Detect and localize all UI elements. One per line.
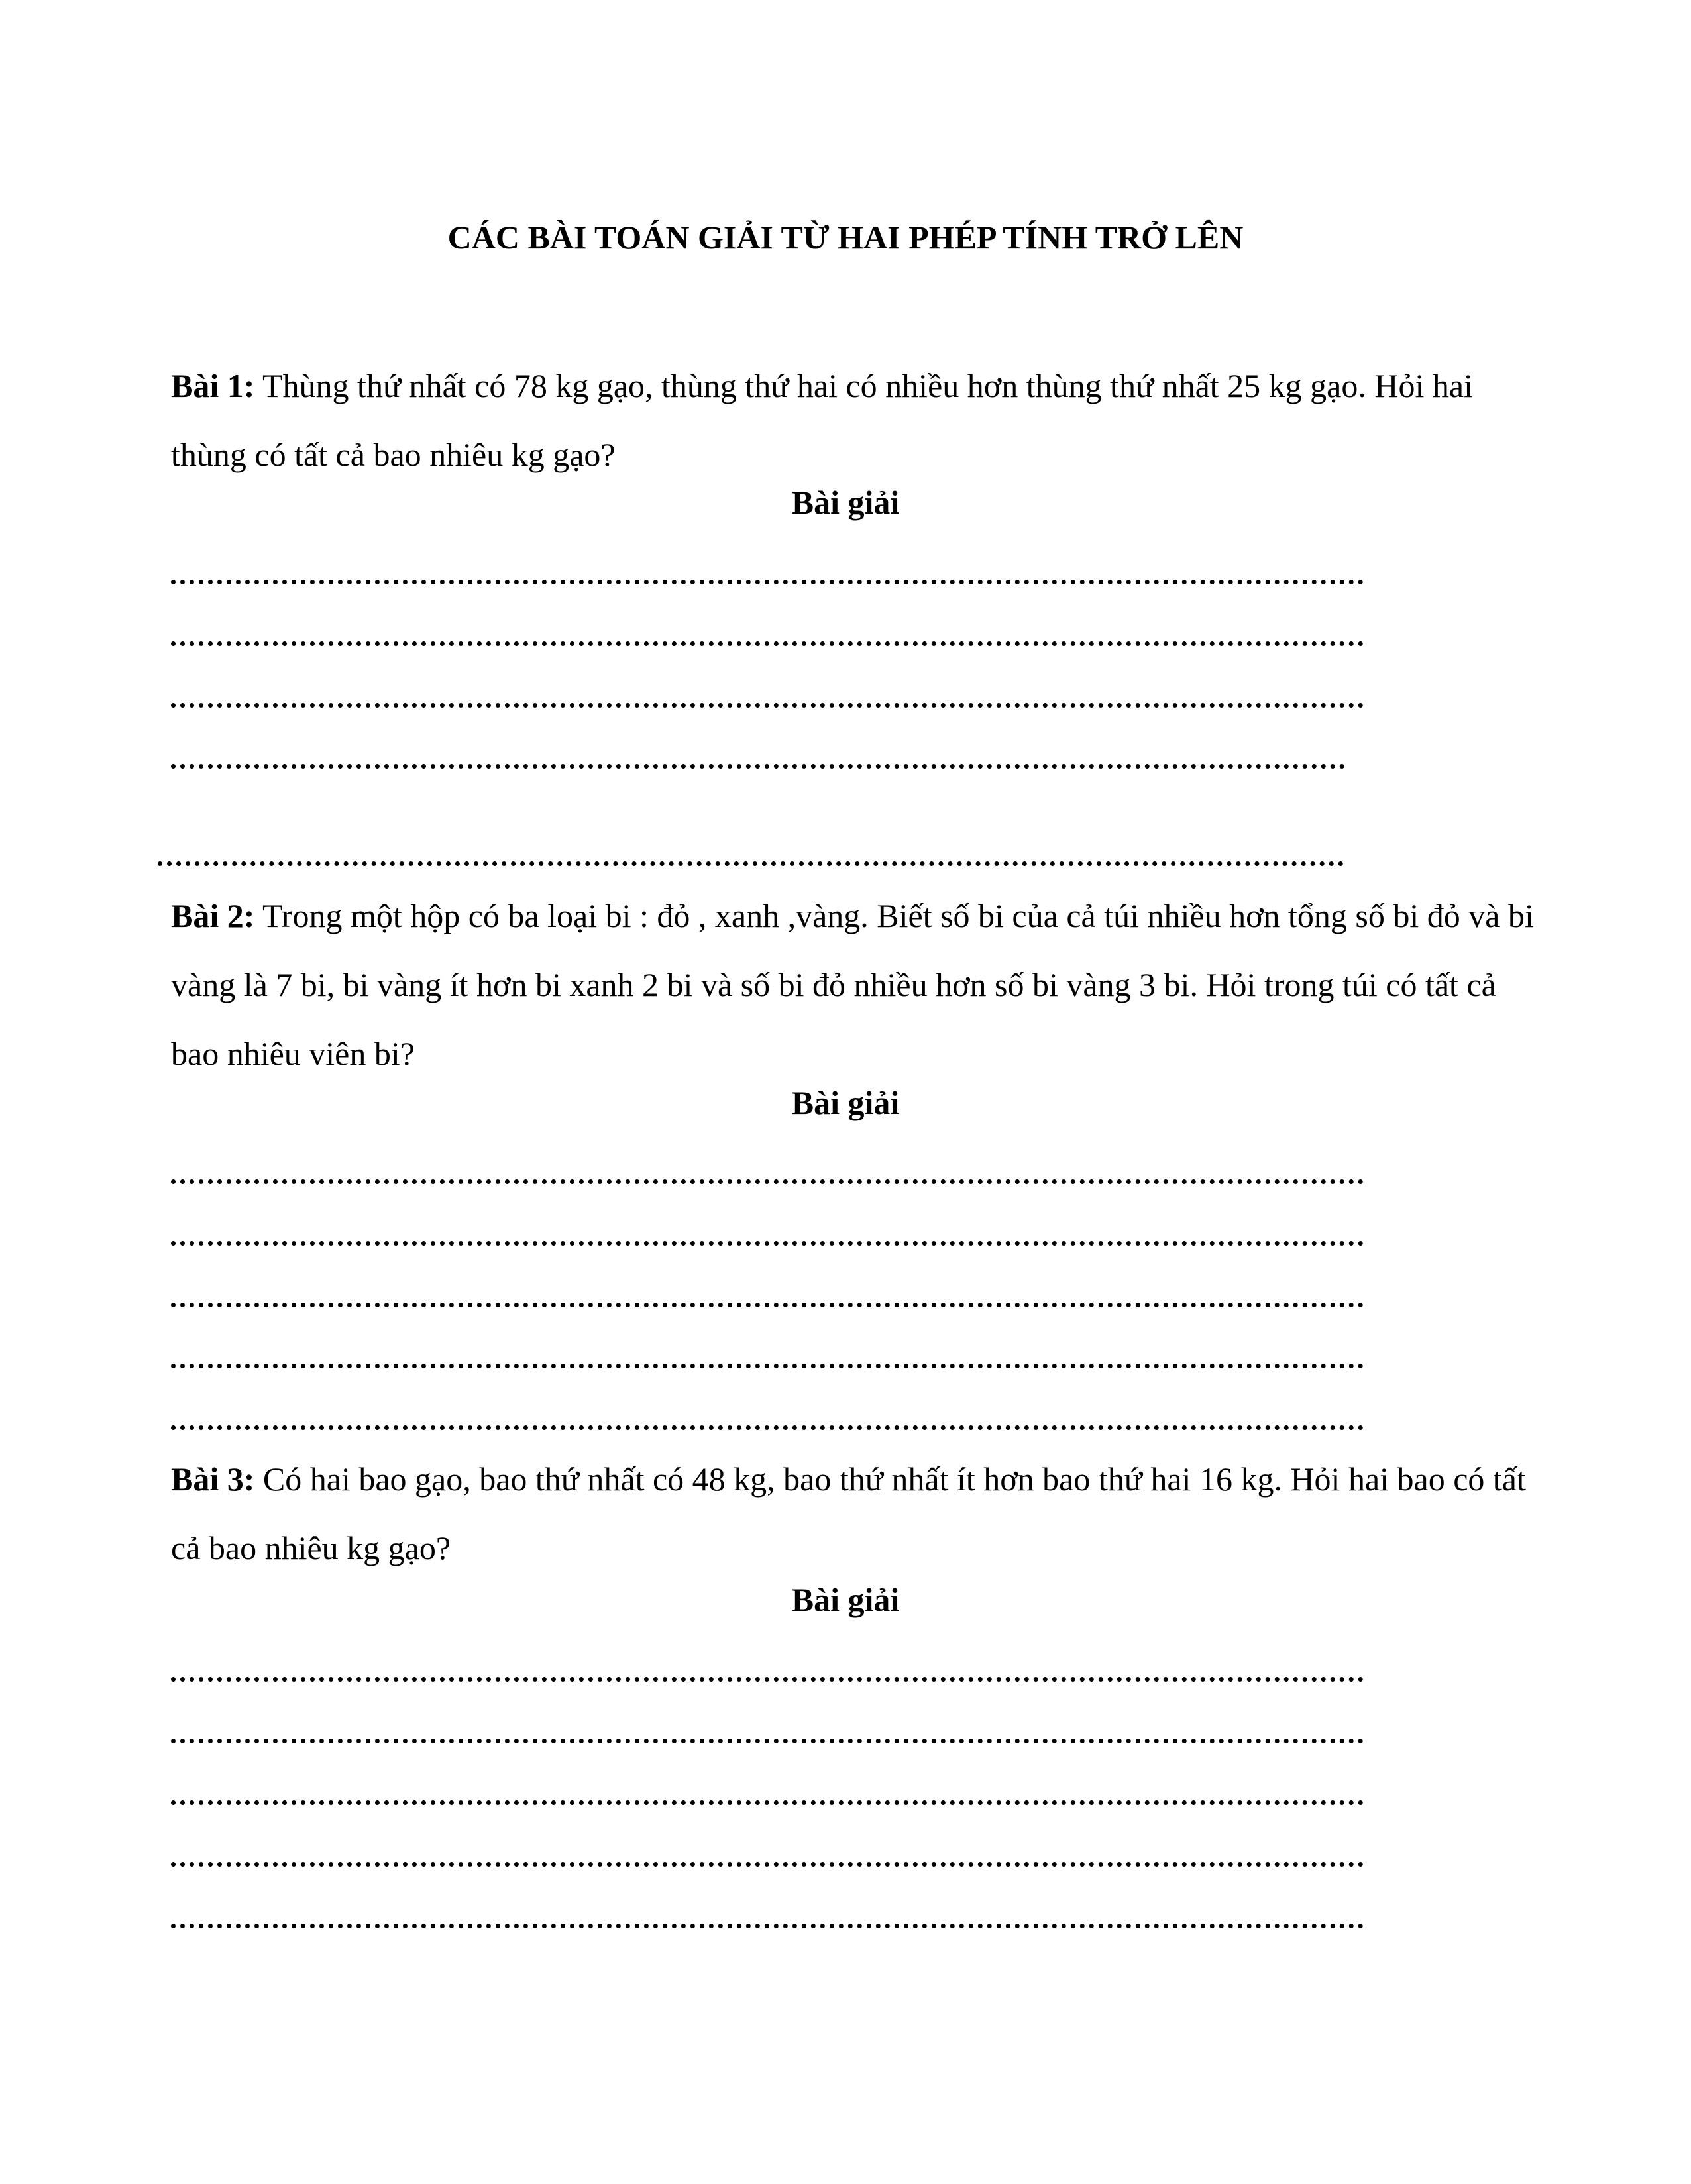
answer-line[interactable]: [171, 606, 1364, 646]
answer-line[interactable]: [171, 1144, 1364, 1184]
answer-line[interactable]: [171, 1329, 1364, 1368]
answer-line[interactable]: [171, 1765, 1364, 1805]
solution-heading-2: Bài giải: [791, 1084, 900, 1121]
solution-heading-1: Bài giải: [791, 484, 900, 521]
problem-2-label: Bài 2:: [171, 897, 255, 934]
problem-2: [171, 881, 1536, 1088]
answer-line[interactable]: [171, 729, 1345, 769]
problem-3-text: Có hai bao gạo, bao thứ nhất có 48 kg, bao thứ nhất ít hơn bao thứ hai 16 kg. Hỏi hai bao có tất cả bao nhiêu kg gạo?: [171, 1460, 1526, 1566]
problem-1-label: Bài 1:: [171, 367, 255, 404]
answer-line[interactable]: [158, 826, 1344, 866]
page-title: CÁC BÀI TOÁN GIẢI TỪ HAI PHÉP TÍNH TRỞ LÊN: [447, 219, 1244, 256]
answer-line[interactable]: [171, 1888, 1364, 1928]
problem-3-label: Bài 3:: [171, 1460, 255, 1498]
answer-line[interactable]: [171, 1827, 1364, 1867]
problem-2-text: Trong một hộp có ba loại bi : đỏ , xanh ,vàng. Biết số bi của cả túi nhiều hơn tổng số bi đỏ và bi vàng là 7 bi, bi vàng ít hơn bi xanh 2 bi và số bi đỏ nhiều hơn số bi vàng 3 bi. Hỏi trong túi có tất cả bao nhiêu viên bi?: [171, 897, 1534, 1072]
solution-heading-3: Bài giải: [791, 1581, 900, 1618]
answer-line[interactable]: [171, 668, 1364, 708]
problem-1-text: Thùng thứ nhất có 78 kg gạo, thùng thứ hai có nhiều hơn thùng thứ nhất 25 kg gạo. Hỏi hai thùng có tất cả bao nhiêu kg gạo?: [171, 367, 1473, 473]
problem-3: [171, 1445, 1536, 1582]
answer-line[interactable]: [171, 1206, 1364, 1246]
answer-line[interactable]: [171, 1642, 1364, 1682]
answer-line[interactable]: [171, 1268, 1364, 1307]
answer-line[interactable]: [171, 1704, 1364, 1743]
answer-line[interactable]: [171, 1390, 1364, 1430]
problem-1: [171, 351, 1536, 489]
answer-line[interactable]: [171, 545, 1364, 584]
